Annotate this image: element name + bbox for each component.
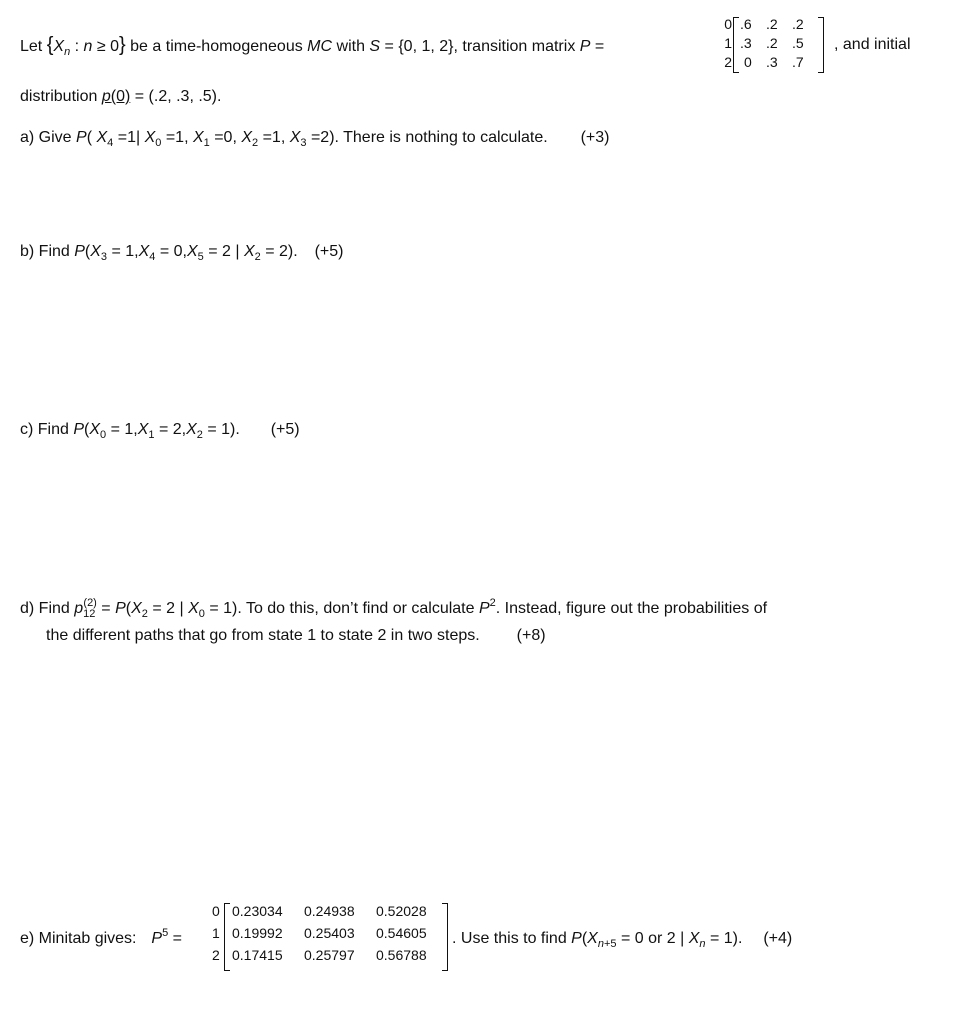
part-d-line-1: d) Find $p_{12}^{(2)} = P(X_2 = 2$ | $X_0 = 1$). To do this, don’t find or calculate $P^2$. Instead, figure out the probabilities of bbox=[20, 597, 768, 620]
points-a: (+3) bbox=[580, 129, 610, 146]
matrix-left-bracket bbox=[733, 17, 739, 73]
matrix-row-label: 0 bbox=[724, 16, 732, 32]
points-e: (+4) bbox=[763, 930, 793, 947]
matrix-row-0: .6 .2 .2 bbox=[740, 16, 804, 32]
matrix-row-1: .3 .2 .5 bbox=[740, 35, 804, 51]
part-b: b) Find $P(X_3 = 1,X_4 = 0,X_5 = 2$ | $X_2 = 2$). (+5) bbox=[20, 243, 344, 263]
p5-row-0: 0.23034 0.24938 0.52028 bbox=[232, 903, 427, 919]
intro-line-1: Let {$X_n$ : n ≥ 0} be a time-homogeneous MC with S = {0, 1, 2}, transition matrix P = bbox=[20, 34, 605, 58]
matrix-row-label: 1 bbox=[724, 35, 732, 51]
part-e-tail: . Use this to find $P(X_{n+5} = 0$ or 2 | $X_n = 1$). (+4) bbox=[452, 930, 793, 950]
points-d: (+8) bbox=[516, 627, 546, 644]
intro-line-1-tail: , and initial bbox=[834, 36, 911, 53]
part-d-line-2: the different paths that go from state 1 to state 2 in two steps. (+8) bbox=[46, 627, 546, 644]
p5-row-2: 0.17415 0.25797 0.56788 bbox=[232, 947, 427, 963]
p5-row-label: 2 bbox=[212, 947, 220, 963]
part-e-label: e) Minitab gives: $P^5$ = bbox=[20, 927, 182, 947]
points-b: (+5) bbox=[314, 243, 344, 260]
p5-row-1: 0.19992 0.25403 0.54605 bbox=[232, 925, 427, 941]
p5-row-label: 0 bbox=[212, 903, 220, 919]
p5-row-label: 1 bbox=[212, 925, 220, 941]
matrix-row-label: 2 bbox=[724, 54, 732, 70]
part-a: a) Give P( $X_4 =1|$ $X_0 =1$, $X_1 =0$, $X_2 =1$, $X_3 =2$). There is nothing to calculate. (+3) bbox=[20, 129, 610, 149]
matrix-row-2: 0 .3 .7 bbox=[744, 54, 804, 70]
points-c: (+5) bbox=[270, 421, 300, 438]
p5-left-bracket bbox=[224, 903, 230, 971]
intro-line-2: distribution p(0) = (.2, .3, .5). bbox=[20, 88, 222, 105]
p5-right-bracket bbox=[442, 903, 448, 971]
matrix-right-bracket bbox=[818, 17, 824, 73]
part-c: c) Find $P(X_0 = 1,X_1 = 2,X_2 = 1)$. (+5) bbox=[20, 421, 300, 441]
transition-matrix bbox=[700, 15, 840, 75]
p5-matrix bbox=[210, 900, 460, 976]
